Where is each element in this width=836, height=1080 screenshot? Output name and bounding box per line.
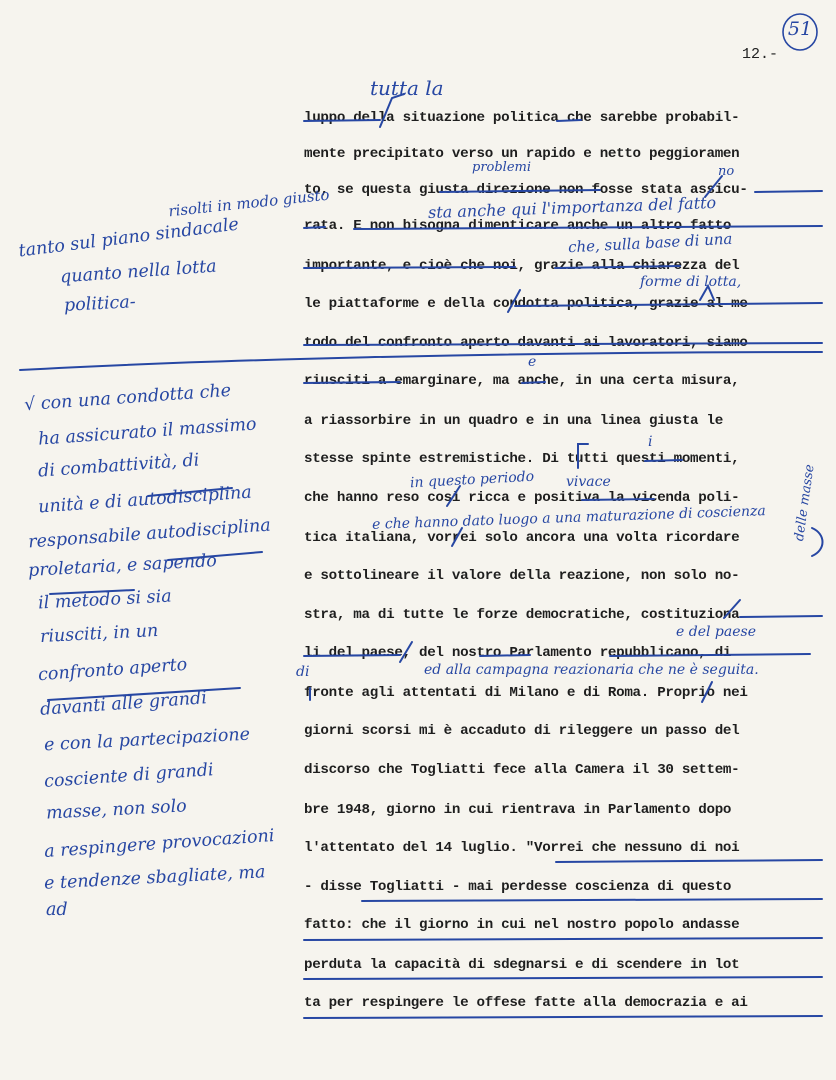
note-line: √ con una condotta che xyxy=(23,380,232,416)
annotation-above-line6: forme di lotta, xyxy=(640,274,742,290)
note-line: e con la partecipazione xyxy=(43,724,251,756)
underline xyxy=(556,860,822,862)
typed-line: luppo della situazione politica che sarebbe probabil- xyxy=(304,110,740,126)
note-line: davanti alle grandi xyxy=(39,688,208,720)
page-number: 12.- xyxy=(742,46,779,63)
annotation-above-line3: problemi xyxy=(472,160,532,175)
annotation-above-line15: e del paese xyxy=(676,624,756,640)
separator-stroke xyxy=(20,352,822,370)
note-line: responsabile autodisciplina xyxy=(27,515,272,553)
typed-line: ta per respingere le offese fatte alla democrazia e ai xyxy=(304,995,748,1011)
underline xyxy=(362,899,822,901)
annotation-right-margin: delle masse xyxy=(792,463,818,543)
annotation-margin-line16: di xyxy=(296,664,310,680)
annotation-above-line4: sta anche qui l'importanza del fatto xyxy=(427,192,717,223)
typed-line: le piattaforme e della condotta politica, grazie al me xyxy=(304,296,748,312)
note-line: tanto sul piano sindacale xyxy=(17,214,240,262)
typed-line: to, se questa giusta direzione non fosse stata assicu- xyxy=(304,182,748,198)
note-line: ad xyxy=(46,900,68,920)
typed-line: tica italiana, vorrei solo ancora una volta ricordare xyxy=(304,530,740,546)
note-line: proletaria, e sapendo xyxy=(27,551,218,581)
typed-line: stesse spinte estremistiche. Di tutti questi momenti, xyxy=(304,451,740,467)
underline xyxy=(304,1016,822,1018)
annotation-margin-line3: risolti in modo giusto xyxy=(167,185,331,221)
typed-line: perduta la capacità di sdegnarsi e di scendere in lot xyxy=(304,957,740,973)
typed-line: rata. E non bisogna dimenticare anche un altro fatto xyxy=(304,218,732,234)
note-line: confronto aperto xyxy=(37,654,188,686)
annotation-above-line5: che, sulla base di una xyxy=(567,229,733,257)
typed-line: todo del confronto aperto davanti ai lavoratori, siamo xyxy=(304,335,748,351)
folio-stamp xyxy=(781,12,819,52)
folio-number: 51 xyxy=(787,18,813,40)
note-line: cosciente di grandi xyxy=(43,760,215,792)
typed-line: mente precipitato verso un rapido e netto peggioramen xyxy=(304,146,740,162)
typed-line: importante, e cioè che noi, grazie alla chiarezza del xyxy=(304,258,740,274)
note-line: di combattività, di xyxy=(37,450,200,482)
annotation-above-line8: e xyxy=(528,354,537,370)
note-line: riusciti, in un xyxy=(39,620,159,648)
typed-line: a riassorbire in un quadro e in una linea giusta le xyxy=(304,413,723,429)
note-line: e tendenze sbagliate, ma xyxy=(43,862,266,894)
typed-line: fronte agli attentati di Milano e di Roma. Proprio nei xyxy=(304,685,748,701)
note-line: a respingere provocazioni xyxy=(43,825,276,863)
annotation-above-line10: i xyxy=(648,434,653,450)
typed-line: riusciti a emarginare, ma anche, in una certa misura, xyxy=(304,373,740,389)
typed-line: fatto: che il giorno in cui nel nostro popolo andasse xyxy=(304,917,740,933)
typed-line: - disse Togliatti - mai perdesse coscienza di questo xyxy=(304,879,732,895)
typed-line: stra, ma di tutte le forze democratiche, costituziona xyxy=(304,607,740,623)
typed-line: e sottolineare il valore della reazione, non solo no- xyxy=(304,568,740,584)
typed-line: discorso che Togliatti fece alla Camera il 30 settem- xyxy=(304,762,740,778)
typed-line: l'attentato del 14 luglio. "Vorrei che nessuno di noi xyxy=(304,840,740,856)
note-line: quanto nella lotta xyxy=(59,256,218,288)
note-line: politica- xyxy=(63,292,137,316)
underline xyxy=(304,977,822,979)
annotation-below-line15: ed alla campagna reazionaria che ne è seguita. xyxy=(424,662,759,678)
typed-line: giorni scorsi mi è accaduto di rileggere un passo del xyxy=(304,723,740,739)
note-line: masse, non solo xyxy=(45,796,188,824)
typed-line: che hanno reso così ricca e positiva la vicenda poli- xyxy=(304,490,740,506)
underline xyxy=(304,938,822,940)
note-line: il metodo si sia xyxy=(37,586,173,614)
note-line: ha assicurato il massimo xyxy=(37,414,258,450)
typed-line: bre 1948, giorno in cui rientrava in Parlamento dopo xyxy=(304,802,732,818)
annotation-above-line12: e che hanno dato luogo a una maturazione di coscienza xyxy=(371,503,767,533)
annotation-above-line11-vivace: vivace xyxy=(566,474,611,490)
annotation-above-line1: tutta la xyxy=(370,76,444,100)
annotation-above-line3-no: no xyxy=(718,164,735,179)
typed-line: li del paese, del nostro Parlamento repubblicano, di xyxy=(304,645,732,661)
note-line: unità e di autodisciplina xyxy=(37,482,253,518)
annotation-above-line11: in questo periodo xyxy=(409,468,535,492)
